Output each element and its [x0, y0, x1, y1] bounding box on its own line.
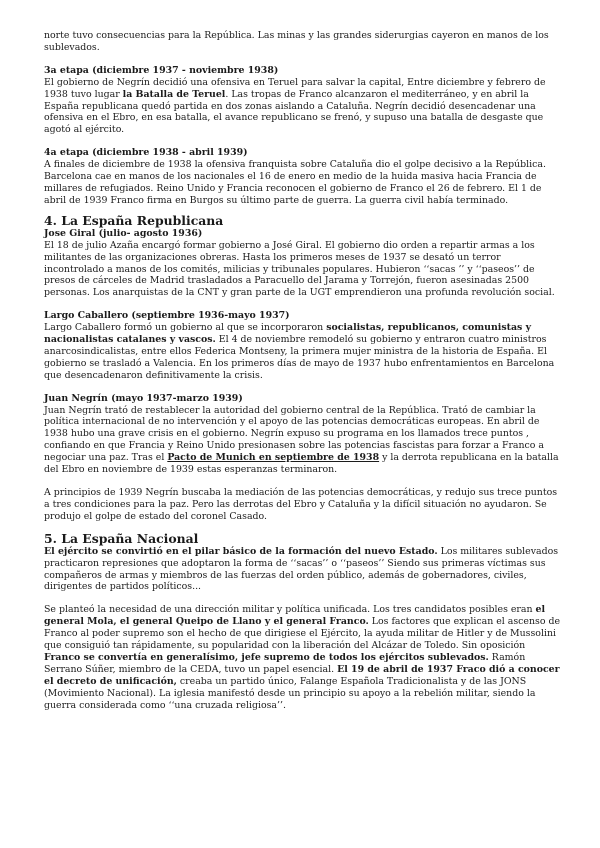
nacional-p1-text: Los militares sublevados practicaron represiones que adoptaron la forma de ‘‘sacas’’ o ‘‘paseos’’ Siendo sus primeras víctimas sus compañeros de armas y miembros de las fuerzas del orden público, además de gobernadores, civiles, dirigentes de partidos políticos... [44, 545, 559, 593]
nacional-p2-bold-3: El 19 de abril de 1937 Fraco dió a conocer el decreto de unificación, [44, 663, 560, 687]
etapa3-heading: 3a etapa (diciembre 1937 - noviembre 1938) [44, 64, 279, 76]
negrin-heading: Juan Negrín (mayo 1937-marzo 1939) [44, 392, 243, 404]
giral-paragraph: El 18 de julio Azaña encargó formar gobierno a José Giral. El gobierno dio orden a repartir armas a los militantes de las organizaciones obreras. Hasta los primeros meses de 1937 se desató un terror incontrolado a manos de los comités, milicias y tribunales populares. Hubieron ‘‘sacas ’’ y ‘‘paseos’’ de presos de cárceles de Madrid trasladados a Paracuello del Jarama y Torrejón, fueron asesinadas 2500 personas. Los anarquistas de la CNT y gran parte de la UGT emprendieron una profunda revolución social. [44, 239, 555, 299]
nacional-p2-text-2: Los factores que explican el ascenso de Franco al poder supremo son el hecho de que dirigiese el Ejército, la ayuda militar de Hitler y de Mussolini que consiguió tan rápidamente, su popularidad con la liberación del Alcázar de Toledo. Sin oposición [44, 616, 561, 652]
etapa3-text-2: . Las tropas de Franco alcanzaron el mediterráneo, y en abril la España republicana quedó partida en dos zonas aislando a Cataluña. Negrín decidió desencadenar una ofensiva en el Ebro, en esa batalla, el avance republicano se frenó, y supuso una batalla de desgaste que agotó al ejército. [44, 88, 544, 136]
intro-paragraph [44, 30, 562, 54]
etapa3-bold-1: la Batalla de Teruel [122, 88, 226, 100]
nacional-paragraph-2 [44, 604, 562, 711]
section-title-republicana: 4. La España Republicana [44, 212, 224, 228]
etapa4-heading: 4a etapa (diciembre 1938 - abril 1939) [44, 147, 248, 159]
negrin-bold-underline-1: Pacto de Munich en septiembre de 1938 [167, 452, 380, 464]
nacional-p2-bold-2: Franco se convertía en generalísimo, jefe supremo de todos los ejércitos sublevados. [44, 651, 489, 663]
nacional-p2-bold-1: el general Mola, el general Queipo de Llano y el general Franco. [44, 604, 546, 628]
etapa3-paragraph [44, 77, 562, 137]
nacional-p2-text-4: creaba un partido único, Falange Española Tradicionalista y de las JONS (Movimiento Nacional). La iglesia manifestó desde un principio su apoyo a la rebelión militar, siendo la guerra considerada como ‘‘una cruzada religiosa’’. [44, 675, 536, 711]
nacional-p2-text-1: Se planteó la necesidad de una dirección militar y política unificada. Los tres candidatos posibles eran [44, 604, 536, 616]
caballero-heading: Largo Caballero (septiembre 1936-mayo 1937) [44, 310, 290, 322]
nacional-paragraph-1 [44, 546, 562, 594]
caballero-bold-1: socialistas, republicanos, comunistas y nacionalistas catalanes y vascos. [44, 322, 532, 346]
caballero-text-2: El 4 de noviembre remodeló su gobierno y entraron cuatro ministros anarcosindicalistas, entre ellos Federica Montseny, la primera mujer ministra de la historia de España. El gobierno se trasladó a Valencia. En los primeros días de mayo de 1937 hubo enfrentamientos en Barcelona que desencadenaron definitivamente la crisis. [44, 334, 555, 381]
negrin-text-2: y la derrota republicana en la batalla del Ebro en noviembre de 1939 estas esperanzas terminaron. [44, 452, 559, 476]
section-title-nacional: 5. La España Nacional [44, 530, 199, 546]
negrin-text-1: Juan Negrín trató de restablecer la autoridad del gobierno central de la República. Trató de cambiar la política internacional de no intervención y el apoyo de las potencias democráticas europeas. En abril de 1938 hubo una grave crisis en el gobierno. Negrín expuso su programa en los llamados trece puntos , confiando en que Francia y Reino Unido presionasen sobre las potencias fascistas para forzar a Franco a negociar una paz. Tras el [44, 404, 545, 464]
etapa3-text-1: El gobierno de Negrín decidió una ofensiva en Teruel para salvar la capital, Entre diciembre y febrero de 1938 tuvo lugar [44, 76, 546, 100]
caballero-text-1: Largo Caballero formó un gobierno al que se incorporaron [44, 322, 327, 334]
caballero-paragraph [44, 322, 562, 382]
negrin-paragraph [44, 405, 562, 476]
negrin-paragraph-2: A principios de 1939 Negrín buscaba la mediación de las potencias democráticas, y redujo sus trece puntos a tres condiciones para la paz. Pero las derrotas del Ebro y Cataluña y la difícil situación no ayudaron. Se produjo el golpe de estado del coronel Casado. [44, 487, 558, 522]
nacional-p1-bold: El ejército se convirtió en el pilar básico de la formación del nuevo Estado. [44, 545, 438, 557]
giral-heading: Jose Giral (julio- agosto 1936) [44, 227, 203, 239]
intro-text: norte tuvo consecuencias para la República. Las minas y las grandes siderurgias cayeron en manos de los sublevados. [44, 30, 549, 53]
etapa4-paragraph: A finales de diciembre de 1938 la ofensiva franquista sobre Cataluña dio el golpe decisivo a la República. Barcelona cae en manos de los nacionales el 16 de enero en medio de la huida masiva hacia Francia de millares de refugiados. Reino Unido y Francia reconocen el gobierno de Franco el 26 de febrero. El 1 de abril de 1939 Franco firma en Burgos su último parte de guerra. La guerra civil había terminado. [44, 159, 546, 206]
nacional-p2-text-3: Ramón Serrano Súñer, miembro de la CEDA, tuvo un papel esencial. [44, 651, 526, 675]
